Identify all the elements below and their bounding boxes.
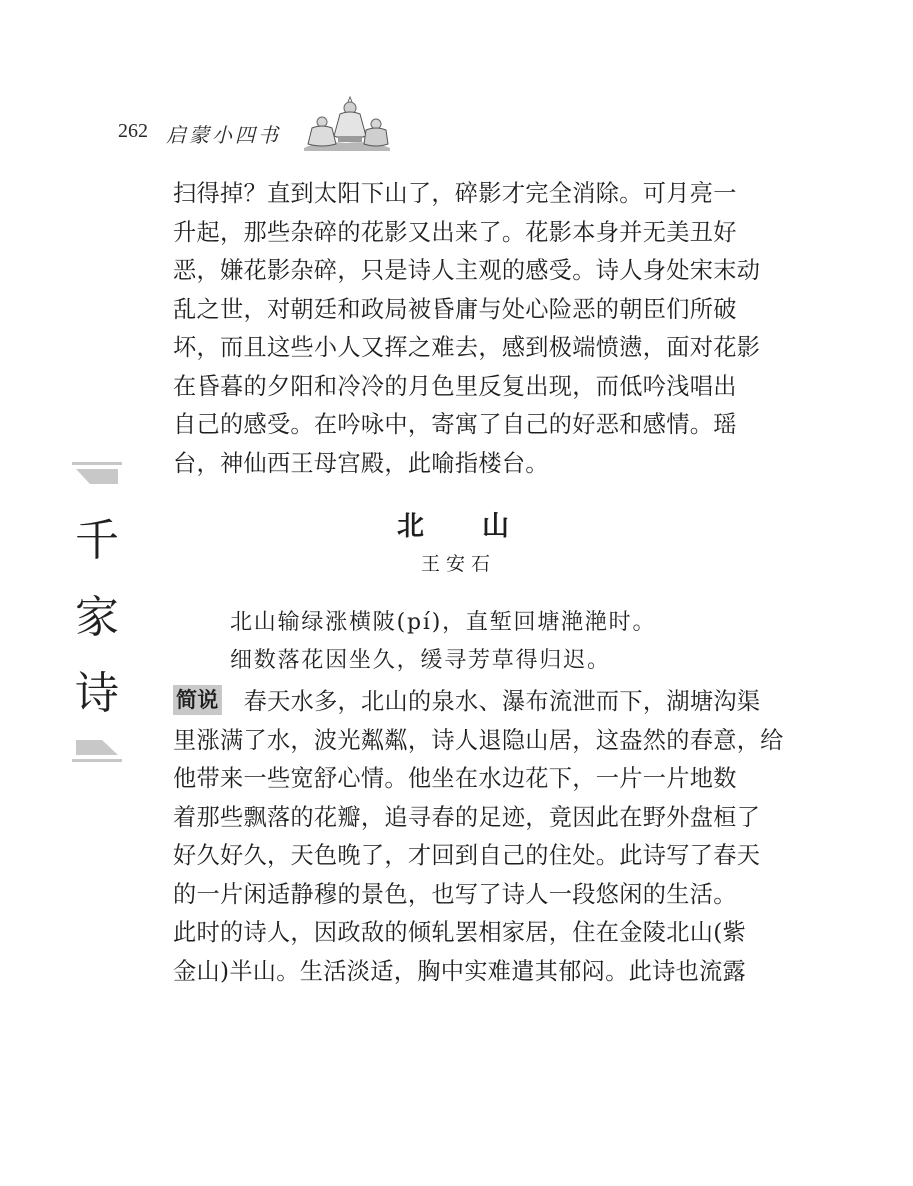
poem-author: 王安石 (421, 553, 497, 575)
poem-line: 北山输绿涨横陂(pí)，直堑回塘滟滟时。 (230, 610, 657, 635)
text-line: 坏，而且这些小人又挥之难去，感到极端愤懑，面对花影 (173, 334, 761, 361)
commentary-line: 里涨满了水，波光粼粼，诗人退隐山居，这盎然的春意，给 (173, 726, 784, 754)
text-line: 台，神仙西王母宫殿，此喻指楼台。 (173, 449, 549, 477)
text-line: 乱之世，对朝廷和政局被昏庸与处心险恶的朝臣们所破 (173, 295, 737, 323)
poem-body (230, 604, 656, 680)
side-section-tab (72, 462, 124, 768)
commentary-text: 春天水多，北山的泉水、瀑布流泄而下，湖塘沟渠 (243, 688, 761, 715)
tab-bracket-bottom (72, 738, 122, 762)
side-char: 诗 (75, 668, 119, 719)
commentary-line: 的一片闲适静穆的景色，也写了诗人一段悠闲的生活。 (173, 880, 737, 908)
commentary-line: 金山)半山。生活淡适，胸中实难遣其郁闷。此诗也流露 (173, 957, 747, 985)
text-line: 升起，那些杂碎的花影又出来了。花影本身并无美丑好 (173, 218, 737, 246)
commentary-line: 好久好久，天色晚了，才回到自己的住处。此诗写了春天 (173, 842, 761, 869)
poem-title: 北山 (397, 511, 567, 542)
side-char: 家 (75, 592, 119, 643)
commentary-line: 他带来一些宽舒心情。他坐在水边花下，一片一片地数 (173, 765, 737, 792)
commentary-line: 此时的诗人，因政敌的倾轧罢相家居，住在金陵北山(紫 (173, 919, 747, 946)
side-char: 千 (75, 515, 119, 566)
text-line: 自己的感受。在吟咏中，寄寓了自己的好恶和感情。瑶 (173, 411, 737, 438)
page-number: 262 (118, 120, 148, 142)
text-line: 恶，嫌花影杂碎，只是诗人主观的感受。诗人身处宋末动 (173, 257, 761, 284)
tab-bracket-top (72, 462, 122, 486)
text-line: 在昏暮的夕阳和冷冷的月色里反复出现，而低吟浅唱出 (173, 372, 737, 400)
commentary-line: 着那些飘落的花瓣，追寻春的足迹，竟因此在野外盘桓了 (173, 803, 761, 831)
poem-line: 细数落花因坐久，缓寻芳草得归迟。 (230, 648, 611, 673)
text-line: 扫得掉？直到太阳下山了，碎影才完全消除。可月亮一 (173, 180, 737, 207)
commentary-label: 简说 (173, 685, 222, 715)
continued-annotation (173, 175, 761, 483)
commentary-first-line (173, 683, 761, 722)
commentary-section (173, 683, 784, 991)
book-title: 启蒙小四书 (166, 123, 281, 147)
scholars-illustration-icon (300, 96, 392, 154)
